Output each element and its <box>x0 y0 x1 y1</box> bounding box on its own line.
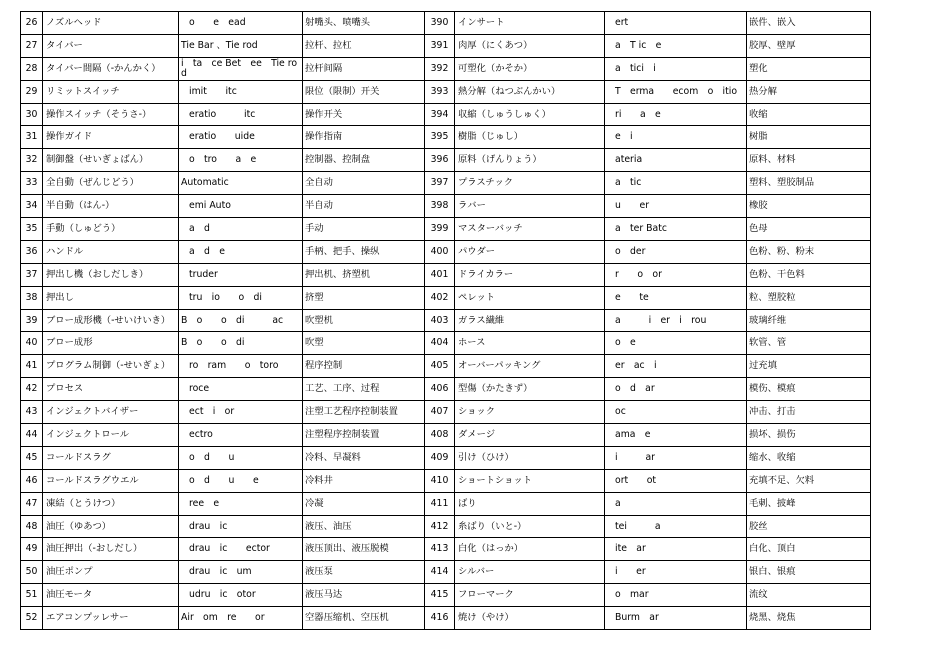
japanese-term: ショートショット <box>455 469 605 492</box>
chinese-term: 拉杆、拉杠 <box>303 34 425 57</box>
english-term: i ta ce Bet ee Tie rod <box>179 57 303 80</box>
chinese-term: 吹塑 <box>303 332 425 355</box>
term-number: 26 <box>21 12 43 35</box>
english-term: ree e <box>179 492 303 515</box>
japanese-term: フローマーク <box>455 584 605 607</box>
japanese-term: パウダー <box>455 240 605 263</box>
english-term: o tro a e <box>179 149 303 172</box>
chinese-term: 粒、塑胶粒 <box>747 286 871 309</box>
chinese-term: 胶厚、壁厚 <box>747 34 871 57</box>
japanese-term: 引け（ひけ） <box>455 446 605 469</box>
term-number: 52 <box>21 607 43 630</box>
english-term: roce <box>179 378 303 401</box>
japanese-term: 焼け（やけ） <box>455 607 605 630</box>
chinese-term: 流纹 <box>747 584 871 607</box>
japanese-term: 操作ガイド <box>43 126 179 149</box>
chinese-term: 软管、管 <box>747 332 871 355</box>
japanese-term: 油圧（ゆあつ） <box>43 515 179 538</box>
japanese-term: オーバーパッキング <box>455 355 605 378</box>
term-number: 401 <box>425 263 455 286</box>
english-term: a T ic e <box>605 34 747 57</box>
chinese-term: 胶丝 <box>747 515 871 538</box>
table-row <box>21 57 871 80</box>
table-row <box>21 218 871 241</box>
table-row <box>21 515 871 538</box>
term-number: 408 <box>425 424 455 447</box>
term-number: 400 <box>425 240 455 263</box>
term-number: 35 <box>21 218 43 241</box>
chinese-term: 热分解 <box>747 80 871 103</box>
chinese-term: 损坏、损伤 <box>747 424 871 447</box>
chinese-term: 塑化 <box>747 57 871 80</box>
english-term: eratio itc <box>179 103 303 126</box>
japanese-term: 押出し機（おしだしき） <box>43 263 179 286</box>
chinese-term: 拉杆间隔 <box>303 57 425 80</box>
english-term: o d u <box>179 446 303 469</box>
japanese-term: ブロー成形機（-せいけいき） <box>43 309 179 332</box>
english-term: a ter Batc <box>605 218 747 241</box>
english-term: Automatic <box>179 172 303 195</box>
english-term: tei a <box>605 515 747 538</box>
chinese-term: 挤塑 <box>303 286 425 309</box>
term-number: 34 <box>21 195 43 218</box>
chinese-term: 液压顶出、液压脱模 <box>303 538 425 561</box>
japanese-term: コールドスラグウエル <box>43 469 179 492</box>
english-term: udru ic otor <box>179 584 303 607</box>
term-number: 47 <box>21 492 43 515</box>
term-number: 415 <box>425 584 455 607</box>
chinese-term: 树脂 <box>747 126 871 149</box>
term-number: 393 <box>425 80 455 103</box>
term-number: 45 <box>21 446 43 469</box>
chinese-term: 液压泵 <box>303 561 425 584</box>
term-number: 416 <box>425 607 455 630</box>
english-term: a <box>605 492 747 515</box>
term-number: 405 <box>425 355 455 378</box>
english-term: o d ar <box>605 378 747 401</box>
term-number: 407 <box>425 401 455 424</box>
term-number: 41 <box>21 355 43 378</box>
glossary-table <box>20 11 871 630</box>
japanese-term: 制御盤（せいぎょばん） <box>43 149 179 172</box>
chinese-term: 手动 <box>303 218 425 241</box>
chinese-term: 手柄、把手、操纵 <box>303 240 425 263</box>
chinese-term: 工艺、工序、过程 <box>303 378 425 401</box>
chinese-term: 冷凝 <box>303 492 425 515</box>
chinese-term: 限位（限制）开关 <box>303 80 425 103</box>
japanese-term: 白化（はっか） <box>455 538 605 561</box>
english-term: drau ic um <box>179 561 303 584</box>
chinese-term: 色粉、干色料 <box>747 263 871 286</box>
english-term: a tic <box>605 172 747 195</box>
term-number: 397 <box>425 172 455 195</box>
japanese-term: 操作スイッチ（そうさ-） <box>43 103 179 126</box>
english-term: e i <box>605 126 747 149</box>
japanese-term: 凍結（とうけつ） <box>43 492 179 515</box>
japanese-term: 半自動（はん-） <box>43 195 179 218</box>
english-term: ite ar <box>605 538 747 561</box>
english-term: o mar <box>605 584 747 607</box>
english-term: o d u e <box>179 469 303 492</box>
japanese-term: ばり <box>455 492 605 515</box>
term-number: 414 <box>425 561 455 584</box>
english-term: tru io o di <box>179 286 303 309</box>
term-number: 29 <box>21 80 43 103</box>
table-row <box>21 492 871 515</box>
table-row <box>21 172 871 195</box>
chinese-term: 全自动 <box>303 172 425 195</box>
japanese-term: ダメージ <box>455 424 605 447</box>
english-term: a i er i rou <box>605 309 747 332</box>
japanese-term: 油圧押出（-おしだし） <box>43 538 179 561</box>
term-number: 390 <box>425 12 455 35</box>
term-number: 40 <box>21 332 43 355</box>
english-term: ert <box>605 12 747 35</box>
chinese-term: 程序控制 <box>303 355 425 378</box>
english-term: B o o di <box>179 332 303 355</box>
term-number: 39 <box>21 309 43 332</box>
english-term: o e ead <box>179 12 303 35</box>
chinese-term: 冷料井 <box>303 469 425 492</box>
table-row <box>21 538 871 561</box>
chinese-term: 原料、材料 <box>747 149 871 172</box>
term-number: 50 <box>21 561 43 584</box>
japanese-term: 押出し <box>43 286 179 309</box>
japanese-term: 油圧モータ <box>43 584 179 607</box>
chinese-term: 充填不足、欠料 <box>747 469 871 492</box>
term-number: 409 <box>425 446 455 469</box>
chinese-term: 半自动 <box>303 195 425 218</box>
term-number: 398 <box>425 195 455 218</box>
english-term: o e <box>605 332 747 355</box>
japanese-term: ドライカラー <box>455 263 605 286</box>
term-number: 51 <box>21 584 43 607</box>
table-row <box>21 584 871 607</box>
japanese-term: 可塑化（かそか） <box>455 57 605 80</box>
term-number: 43 <box>21 401 43 424</box>
japanese-term: タイバー <box>43 34 179 57</box>
japanese-term: ノズルヘッド <box>43 12 179 35</box>
term-number: 402 <box>425 286 455 309</box>
chinese-term: 控制器、控制盘 <box>303 149 425 172</box>
english-term: emi Auto <box>179 195 303 218</box>
chinese-term: 注塑程序控制装置 <box>303 424 425 447</box>
japanese-term: 油圧ポンプ <box>43 561 179 584</box>
term-number: 48 <box>21 515 43 538</box>
japanese-term: 全自動（ぜんじどう） <box>43 172 179 195</box>
chinese-term: 色母 <box>747 218 871 241</box>
term-number: 28 <box>21 57 43 80</box>
term-number: 413 <box>425 538 455 561</box>
chinese-term: 押出机、挤塑机 <box>303 263 425 286</box>
table-row <box>21 561 871 584</box>
chinese-term: 吹塑机 <box>303 309 425 332</box>
table-row <box>21 332 871 355</box>
english-term: er ac i <box>605 355 747 378</box>
chinese-term: 塑料、塑胶制品 <box>747 172 871 195</box>
japanese-term: ハンドル <box>43 240 179 263</box>
japanese-term: 糸ばり（いと-） <box>455 515 605 538</box>
term-number: 31 <box>21 126 43 149</box>
japanese-term: ブロー成形 <box>43 332 179 355</box>
chinese-term: 操作指南 <box>303 126 425 149</box>
english-term: oc <box>605 401 747 424</box>
english-term: eratio uide <box>179 126 303 149</box>
english-term: ateria <box>605 149 747 172</box>
term-number: 412 <box>425 515 455 538</box>
english-term: ama e <box>605 424 747 447</box>
term-number: 411 <box>425 492 455 515</box>
japanese-term: ラバー <box>455 195 605 218</box>
table-row <box>21 12 871 35</box>
term-number: 38 <box>21 286 43 309</box>
english-term: ort ot <box>605 469 747 492</box>
english-term: ro ram o toro <box>179 355 303 378</box>
table-row <box>21 149 871 172</box>
english-term: u er <box>605 195 747 218</box>
japanese-term: 樹脂（じゅし） <box>455 126 605 149</box>
english-term: a d e <box>179 240 303 263</box>
japanese-term: ペレット <box>455 286 605 309</box>
table-row <box>21 378 871 401</box>
term-number: 33 <box>21 172 43 195</box>
chinese-term: 白化、顶白 <box>747 538 871 561</box>
term-number: 37 <box>21 263 43 286</box>
japanese-term: プログラム制御（-せいぎょ） <box>43 355 179 378</box>
english-term: a tici i <box>605 57 747 80</box>
chinese-term: 冷料、早凝料 <box>303 446 425 469</box>
chinese-term: 空器压缩机、空压机 <box>303 607 425 630</box>
english-term: imit itc <box>179 80 303 103</box>
japanese-term: 手動（しゅどう） <box>43 218 179 241</box>
english-term: r o or <box>605 263 747 286</box>
english-term: o der <box>605 240 747 263</box>
table-row <box>21 355 871 378</box>
chinese-term: 缩水、收缩 <box>747 446 871 469</box>
term-number: 394 <box>425 103 455 126</box>
japanese-term: インジェクトバイザー <box>43 401 179 424</box>
chinese-term: 注塑工艺程序控制装置 <box>303 401 425 424</box>
table-row <box>21 469 871 492</box>
japanese-term: ガラス繊維 <box>455 309 605 332</box>
term-number: 404 <box>425 332 455 355</box>
chinese-term: 玻璃纤维 <box>747 309 871 332</box>
english-term: a d <box>179 218 303 241</box>
chinese-term: 冲击、打击 <box>747 401 871 424</box>
japanese-term: 原料（げんりょう） <box>455 149 605 172</box>
table-row <box>21 309 871 332</box>
table-row <box>21 446 871 469</box>
table-row <box>21 286 871 309</box>
term-number: 396 <box>425 149 455 172</box>
chinese-term: 色粉、粉、粉末 <box>747 240 871 263</box>
chinese-term: 烧黑、烧焦 <box>747 607 871 630</box>
table-row <box>21 195 871 218</box>
chinese-term: 橡胶 <box>747 195 871 218</box>
term-number: 44 <box>21 424 43 447</box>
term-number: 395 <box>425 126 455 149</box>
term-number: 27 <box>21 34 43 57</box>
term-number: 403 <box>425 309 455 332</box>
table-row <box>21 126 871 149</box>
english-term: drau ic ector <box>179 538 303 561</box>
table-row <box>21 103 871 126</box>
japanese-term: 熱分解（ねつぶんかい） <box>455 80 605 103</box>
japanese-term: 肉厚（にくあつ） <box>455 34 605 57</box>
glossary-sheet <box>20 11 870 630</box>
chinese-term: 过充填 <box>747 355 871 378</box>
japanese-term: タイバー間隔（-かんかく） <box>43 57 179 80</box>
japanese-term: ホース <box>455 332 605 355</box>
chinese-term: 收缩 <box>747 103 871 126</box>
term-number: 399 <box>425 218 455 241</box>
english-term: ect i or <box>179 401 303 424</box>
term-number: 36 <box>21 240 43 263</box>
japanese-term: シルバー <box>455 561 605 584</box>
japanese-term: 型傷（かたきず） <box>455 378 605 401</box>
english-term: Air om re or <box>179 607 303 630</box>
table-row <box>21 80 871 103</box>
chinese-term: 毛刺、披峰 <box>747 492 871 515</box>
term-number: 42 <box>21 378 43 401</box>
english-term: T erma ecom o itio <box>605 80 747 103</box>
chinese-term: 模伤、模痕 <box>747 378 871 401</box>
term-number: 406 <box>425 378 455 401</box>
english-term: truder <box>179 263 303 286</box>
japanese-term: ショック <box>455 401 605 424</box>
english-term: ri a e <box>605 103 747 126</box>
chinese-term: 嵌件、嵌入 <box>747 12 871 35</box>
term-number: 49 <box>21 538 43 561</box>
japanese-term: リミットスイッチ <box>43 80 179 103</box>
table-row <box>21 424 871 447</box>
english-term: Burm ar <box>605 607 747 630</box>
term-number: 30 <box>21 103 43 126</box>
english-term: B o o di ac <box>179 309 303 332</box>
japanese-term: プロセス <box>43 378 179 401</box>
japanese-term: マスターバッチ <box>455 218 605 241</box>
japanese-term: エアコンプッレサー <box>43 607 179 630</box>
table-row <box>21 263 871 286</box>
table-row <box>21 240 871 263</box>
chinese-term: 射嘴头、喷嘴头 <box>303 12 425 35</box>
table-row <box>21 401 871 424</box>
chinese-term: 液压马达 <box>303 584 425 607</box>
english-term: i er <box>605 561 747 584</box>
japanese-term: インサート <box>455 12 605 35</box>
english-term: Tie Bar 、Tie rod <box>179 34 303 57</box>
term-number: 46 <box>21 469 43 492</box>
japanese-term: インジェクトロール <box>43 424 179 447</box>
table-row <box>21 34 871 57</box>
english-term: i ar <box>605 446 747 469</box>
term-number: 410 <box>425 469 455 492</box>
term-number: 391 <box>425 34 455 57</box>
japanese-term: プラスチック <box>455 172 605 195</box>
chinese-term: 银白、银痕 <box>747 561 871 584</box>
english-term: ectro <box>179 424 303 447</box>
japanese-term: 収縮（しゅうしゅく） <box>455 103 605 126</box>
chinese-term: 操作开关 <box>303 103 425 126</box>
english-term: drau ic <box>179 515 303 538</box>
table-row <box>21 607 871 630</box>
chinese-term: 液压、油压 <box>303 515 425 538</box>
japanese-term: コールドスラグ <box>43 446 179 469</box>
term-number: 32 <box>21 149 43 172</box>
english-term: e te <box>605 286 747 309</box>
term-number: 392 <box>425 57 455 80</box>
